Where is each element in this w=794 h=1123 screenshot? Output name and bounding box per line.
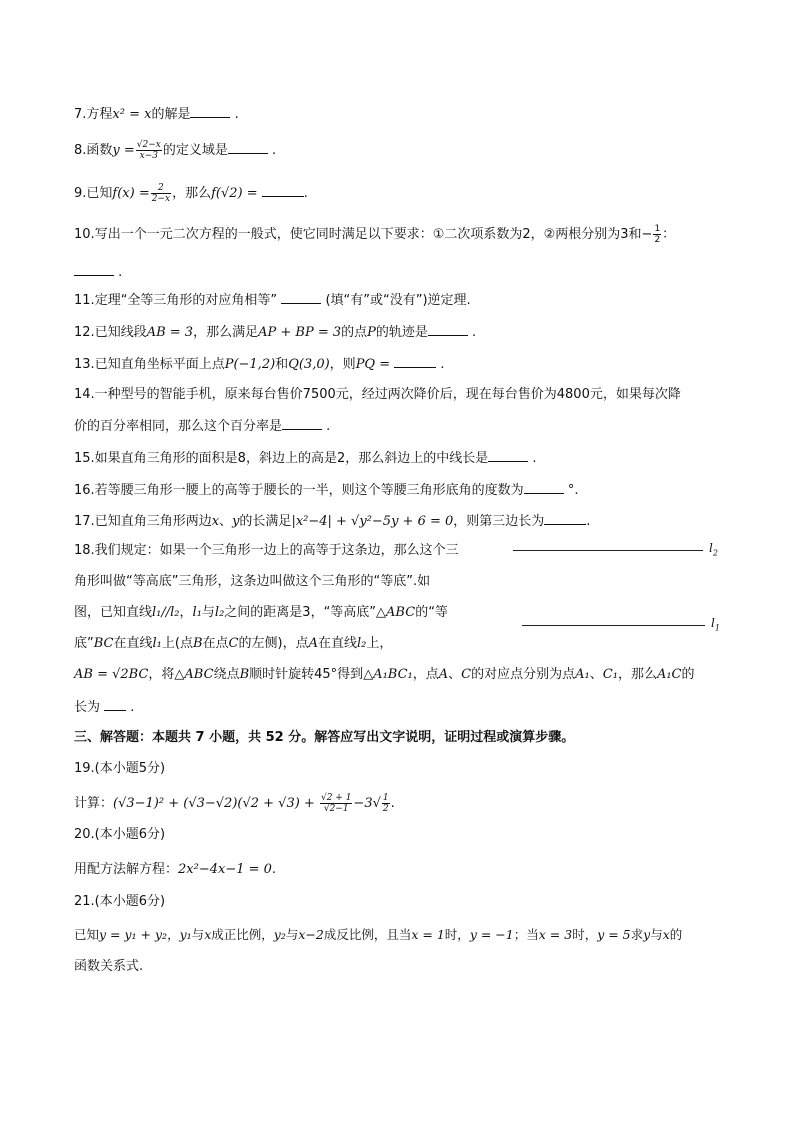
- q10-fraction-numerator: 1: [654, 224, 661, 234]
- q19-expression-2: −3√: [353, 796, 381, 811]
- q19-fraction-2-denominator: 2: [382, 804, 389, 814]
- question-19-head: [74, 760, 165, 778]
- q10-fraction-denominator: 2: [654, 235, 661, 245]
- q11-text: 定理“全等三角形的对应角相等”: [94, 293, 278, 308]
- q16-end: °.: [567, 483, 579, 498]
- q18-l5-math-7: C₁: [602, 667, 618, 682]
- q12-text-mid: ，那么满足: [193, 325, 259, 340]
- q18-l3-text-d: 之间的距离是3，“等高底”: [224, 605, 377, 620]
- section-3-heading: [74, 729, 574, 747]
- q18-l5-text-d: 顺时针旋转45°得到: [249, 667, 364, 682]
- q9-number: 9.: [74, 186, 87, 201]
- q7-end: .: [234, 107, 239, 122]
- q21-math-11: x: [662, 927, 670, 942]
- q16-text: 16.若等腰三角形一腰上的高等于腰长的一半，则这个等腰三角形底角的度数为: [74, 483, 524, 498]
- question-21-line-2: [74, 958, 143, 976]
- q18-end: .: [130, 700, 135, 715]
- q13-text: 已知直角坐标平面上点: [94, 357, 225, 372]
- q9-text-mid: ，那么: [172, 186, 212, 201]
- q18-l3-text-c: 与: [201, 605, 215, 620]
- q21-text-a: 已知: [74, 927, 100, 942]
- q7-answer-blank: [190, 104, 230, 118]
- q19-end: .: [390, 796, 395, 811]
- question-10-answer: [74, 262, 122, 282]
- q13-math-3: PQ =: [355, 357, 391, 372]
- q14-answer-blank: [282, 416, 322, 430]
- q21-text-c: 与: [191, 927, 205, 942]
- q9-fraction-denominator: 2−x: [151, 194, 171, 204]
- q19-text: 计算：: [74, 796, 114, 811]
- question-10: [74, 224, 675, 245]
- q13-answer-blank: [394, 354, 436, 368]
- q21-math-6: x = 1: [411, 927, 445, 942]
- line-l2: [513, 550, 703, 551]
- q18-text-line-6: 长为: [74, 700, 101, 715]
- question-18-line-5: [74, 666, 695, 684]
- q18-l5-text-h: 、: [589, 667, 603, 682]
- q14-text-line-1: 14.一种型号的智能手机，原来每台售价7500元，经过两次降价后，现在每台售价为4800元，如果每次降: [74, 387, 681, 402]
- q7-text: 方程: [86, 107, 113, 122]
- question-18-line-6: [74, 697, 134, 717]
- q18-l3-text-e: 的“等: [415, 605, 448, 620]
- q19-fraction-denominator: √2−1: [323, 804, 349, 814]
- question-21-head: [74, 893, 165, 911]
- q18-l4-math-4: C: [228, 636, 239, 651]
- q19-expression-1: (√3−1)² + (√3−√2)(√2 + √3) +: [113, 796, 315, 811]
- q18-text-line-1: 18.我们规定：如果一个三角形一边上的高等于这条边，那么这个三: [74, 543, 459, 558]
- q18-l5-text-f: 、: [448, 667, 462, 682]
- q21-text-k: 与: [650, 927, 663, 942]
- q18-answer-blank: [104, 697, 126, 711]
- q18-l4-math-5: A: [308, 636, 318, 651]
- q18-l5-math-1: △ABC: [174, 667, 214, 682]
- q8-text: 函数: [86, 143, 113, 158]
- section-3-text: 三、解答题：本题共 7 小题，共 52 分。解答应写出文字说明，证明过程或演算步骤。: [74, 730, 575, 745]
- q7-equation: x² = x: [112, 107, 152, 122]
- q12-number: 12.: [74, 325, 95, 340]
- q12-text-post: 的轨迹是: [375, 325, 428, 340]
- q18-l4-text-e: 的左侧)，点: [238, 636, 309, 651]
- question-9: [74, 183, 308, 204]
- q19-fraction-2-numerator: 1: [382, 793, 389, 803]
- line-l1: [522, 625, 705, 626]
- q21-text-b: ，: [167, 927, 180, 942]
- q18-l5-math-2: B: [239, 667, 250, 682]
- q17-text-mid: 的长满足: [239, 514, 292, 529]
- q15-text: 15.如果直角三角形的面积是8，斜边上的高是2，那么斜边上的中线长是: [74, 451, 489, 466]
- q18-l3-text-a: 图，已知直线: [74, 605, 153, 620]
- q21-text-d: 成正比例，: [211, 927, 274, 942]
- q13-number: 13.: [74, 357, 95, 372]
- question-12: [74, 322, 476, 342]
- q19-fraction-2: [382, 793, 390, 814]
- question-18-line-1: [74, 542, 459, 560]
- q18-l4-math-1: BC: [93, 636, 114, 651]
- q21-math-5: x−2: [298, 927, 324, 942]
- q13-text-mid2: ，则: [329, 357, 356, 372]
- q8-fraction-numerator: √2−x: [136, 140, 161, 150]
- question-21-line-1: [74, 926, 682, 944]
- q21-math-10: y: [643, 927, 651, 942]
- q18-l5-text-c: 绕点: [213, 667, 240, 682]
- q15-answer-blank: [488, 448, 528, 462]
- q18-l5-text-i: ，那么: [617, 667, 657, 682]
- q10-fraction: [653, 224, 661, 245]
- q10-number: 10.: [74, 227, 95, 242]
- q18-l3-math-4: △ABC: [376, 605, 416, 620]
- q12-math-2: AP + BP = 3: [258, 325, 342, 340]
- question-7: [74, 104, 239, 124]
- question-20: [74, 861, 276, 879]
- q8-fraction-denominator: x−3: [139, 151, 158, 161]
- q13-math-2: Q(3,0): [288, 357, 330, 372]
- q18-l4-text-b: 在直线: [113, 636, 153, 651]
- q18-l5-math-8: A₁C: [656, 667, 682, 682]
- q21-math-8: x = 3: [538, 927, 573, 942]
- q17-math-x: x: [211, 514, 220, 529]
- q21-text-j: 求: [630, 927, 644, 942]
- q7-number: 7.: [74, 107, 87, 122]
- q8-end: .: [272, 143, 277, 158]
- q13-math-1: P(−1,2): [224, 357, 276, 372]
- q18-l4-math-6: l₂: [356, 636, 367, 651]
- q13-text-mid: 和: [275, 357, 289, 372]
- q8-text-post: 的定义域是: [162, 143, 228, 158]
- q18-l4-text-c: 上(点: [161, 636, 193, 651]
- q17-number: 17.: [74, 514, 95, 529]
- question-19: [74, 793, 395, 814]
- q10-answer-blank: [74, 262, 114, 276]
- q8-number: 8.: [74, 143, 87, 158]
- question-18-line-4: [74, 635, 392, 653]
- q12-answer-blank: [428, 322, 468, 336]
- question-18-line-3: [74, 604, 448, 622]
- q21-text-h: ；当: [513, 927, 539, 942]
- q21-heading: 21.(本小题6分): [74, 894, 166, 909]
- q21-math-2: y₁: [179, 927, 192, 942]
- question-17: [74, 511, 590, 531]
- question-18-line-2: [74, 573, 430, 591]
- q19-fraction: [320, 793, 352, 814]
- question-14-line-1: [74, 386, 681, 404]
- q8-lhs: y =: [112, 143, 135, 158]
- q19-fraction-numerator: √2 + 1: [320, 793, 352, 803]
- q8-fraction: [136, 140, 162, 161]
- q21-math-1: y = y₁ + y₂: [99, 927, 168, 942]
- q19-heading: 19.(本小题5分): [74, 761, 166, 776]
- q9-fraction: [151, 183, 171, 204]
- q18-l5-math-a: AB = √2BC: [74, 667, 149, 682]
- q17-answer-blank: [544, 511, 586, 525]
- q18-l5-text-g: 的对应点分别为点: [471, 667, 576, 682]
- q17-end: .: [586, 514, 591, 529]
- q18-l5-text-b: ，将: [148, 667, 175, 682]
- q21-text-g: 时，: [444, 927, 470, 942]
- q11-answer-blank: [281, 290, 321, 304]
- q17-separator: 、: [219, 514, 233, 529]
- q18-l4-math-3: B: [192, 636, 203, 651]
- question-15: [74, 448, 537, 468]
- q21-text-l: 的: [669, 927, 683, 942]
- q9-end: .: [303, 186, 308, 201]
- q12-end: .: [472, 325, 477, 340]
- question-8: [74, 140, 276, 161]
- q17-math-y: y: [232, 514, 240, 529]
- q21-math-3: x: [204, 927, 212, 942]
- q18-l3-text-b: ，: [179, 605, 193, 620]
- q20-heading: 20.(本小题6分): [74, 827, 166, 842]
- q18-l4-text-g: 上，: [366, 636, 393, 651]
- label-l1: $l_1$: [711, 616, 720, 633]
- q18-l3-math-3: l₂: [214, 605, 225, 620]
- q18-l5-math-5: C: [461, 667, 472, 682]
- question-16: [74, 480, 578, 500]
- q21-math-9: y = 5: [597, 927, 631, 942]
- q7-text-post: 的解是: [151, 107, 191, 122]
- q12-text-mid2: 的点: [341, 325, 368, 340]
- question-20-head: [74, 826, 165, 844]
- q10-text: 写出一个一元二次方程的一般式，使它同时满足以下要求：①二次项系数为2，②两根分别为3和−: [94, 227, 653, 242]
- q9-text: 已知: [86, 186, 113, 201]
- q17-text-post: ，则第三边长为: [453, 514, 545, 529]
- q9-expression: f(√2) =: [211, 186, 258, 201]
- q17-text: 已知直角三角形两边: [94, 514, 212, 529]
- q18-l4-text-a: 底”: [74, 636, 94, 651]
- q21-text-i: 时，: [572, 927, 598, 942]
- q9-lhs: f(x) =: [112, 186, 150, 201]
- q18-text-line-2: 角形叫做“等高底”三角形，这条边叫做这个三角形的“等底”.如: [74, 574, 431, 589]
- q18-l5-text-j: 的: [681, 667, 695, 682]
- question-11: [74, 290, 471, 310]
- q21-text-line-2: 函数关系式.: [74, 959, 144, 974]
- q21-math-7: y = −1: [469, 927, 514, 942]
- q14-end: .: [326, 419, 331, 434]
- q10-tail: ：: [662, 227, 676, 242]
- q21-text-f: 成反比例，且当: [323, 927, 412, 942]
- q15-end: .: [532, 451, 537, 466]
- question-13: [74, 354, 445, 374]
- question-14-line-2: [74, 416, 330, 436]
- q11-number: 11.: [74, 293, 95, 308]
- q18-l4-text-d: 在点: [202, 636, 229, 651]
- q17-expression: |x²−4| + √y²−5y + 6 = 0: [291, 514, 454, 529]
- q14-text-line-2: 价的百分率相同，那么这个百分率是: [74, 419, 283, 434]
- q11-text-post: (填“有”或“没有”)逆定理.: [325, 293, 471, 308]
- q12-text: 已知线段: [94, 325, 147, 340]
- q13-end: .: [440, 357, 445, 372]
- q10-end: .: [118, 265, 123, 280]
- q21-math-4: y₂: [273, 927, 286, 942]
- q20-end: .: [271, 862, 277, 877]
- q18-l5-math-3: △A₁BC₁: [363, 667, 413, 682]
- q18-l4-text-f: 在直线: [317, 636, 357, 651]
- q18-l3-math-1: l₁//l₂: [152, 605, 180, 620]
- q12-math-1: AB = 3: [146, 325, 194, 340]
- q20-expression: 2x²−4x−1 = 0: [178, 862, 272, 877]
- q18-l5-math-4: A: [438, 667, 449, 682]
- q16-answer-blank: [524, 480, 564, 494]
- q21-text-e: 与: [285, 927, 299, 942]
- q18-l4-math-2: l₁: [152, 636, 162, 651]
- q12-math-3: P: [367, 325, 376, 340]
- q9-answer-blank: [262, 183, 304, 197]
- q8-answer-blank: [228, 140, 268, 154]
- q9-fraction-numerator: 2: [151, 183, 171, 194]
- q18-l3-math-2: l₁: [192, 605, 202, 620]
- label-l2: $l_2$: [709, 541, 718, 558]
- q18-l5-text-e: ，点: [412, 667, 439, 682]
- q18-l5-math-6: A₁: [575, 667, 590, 682]
- q20-text: 用配方法解方程：: [74, 862, 179, 877]
